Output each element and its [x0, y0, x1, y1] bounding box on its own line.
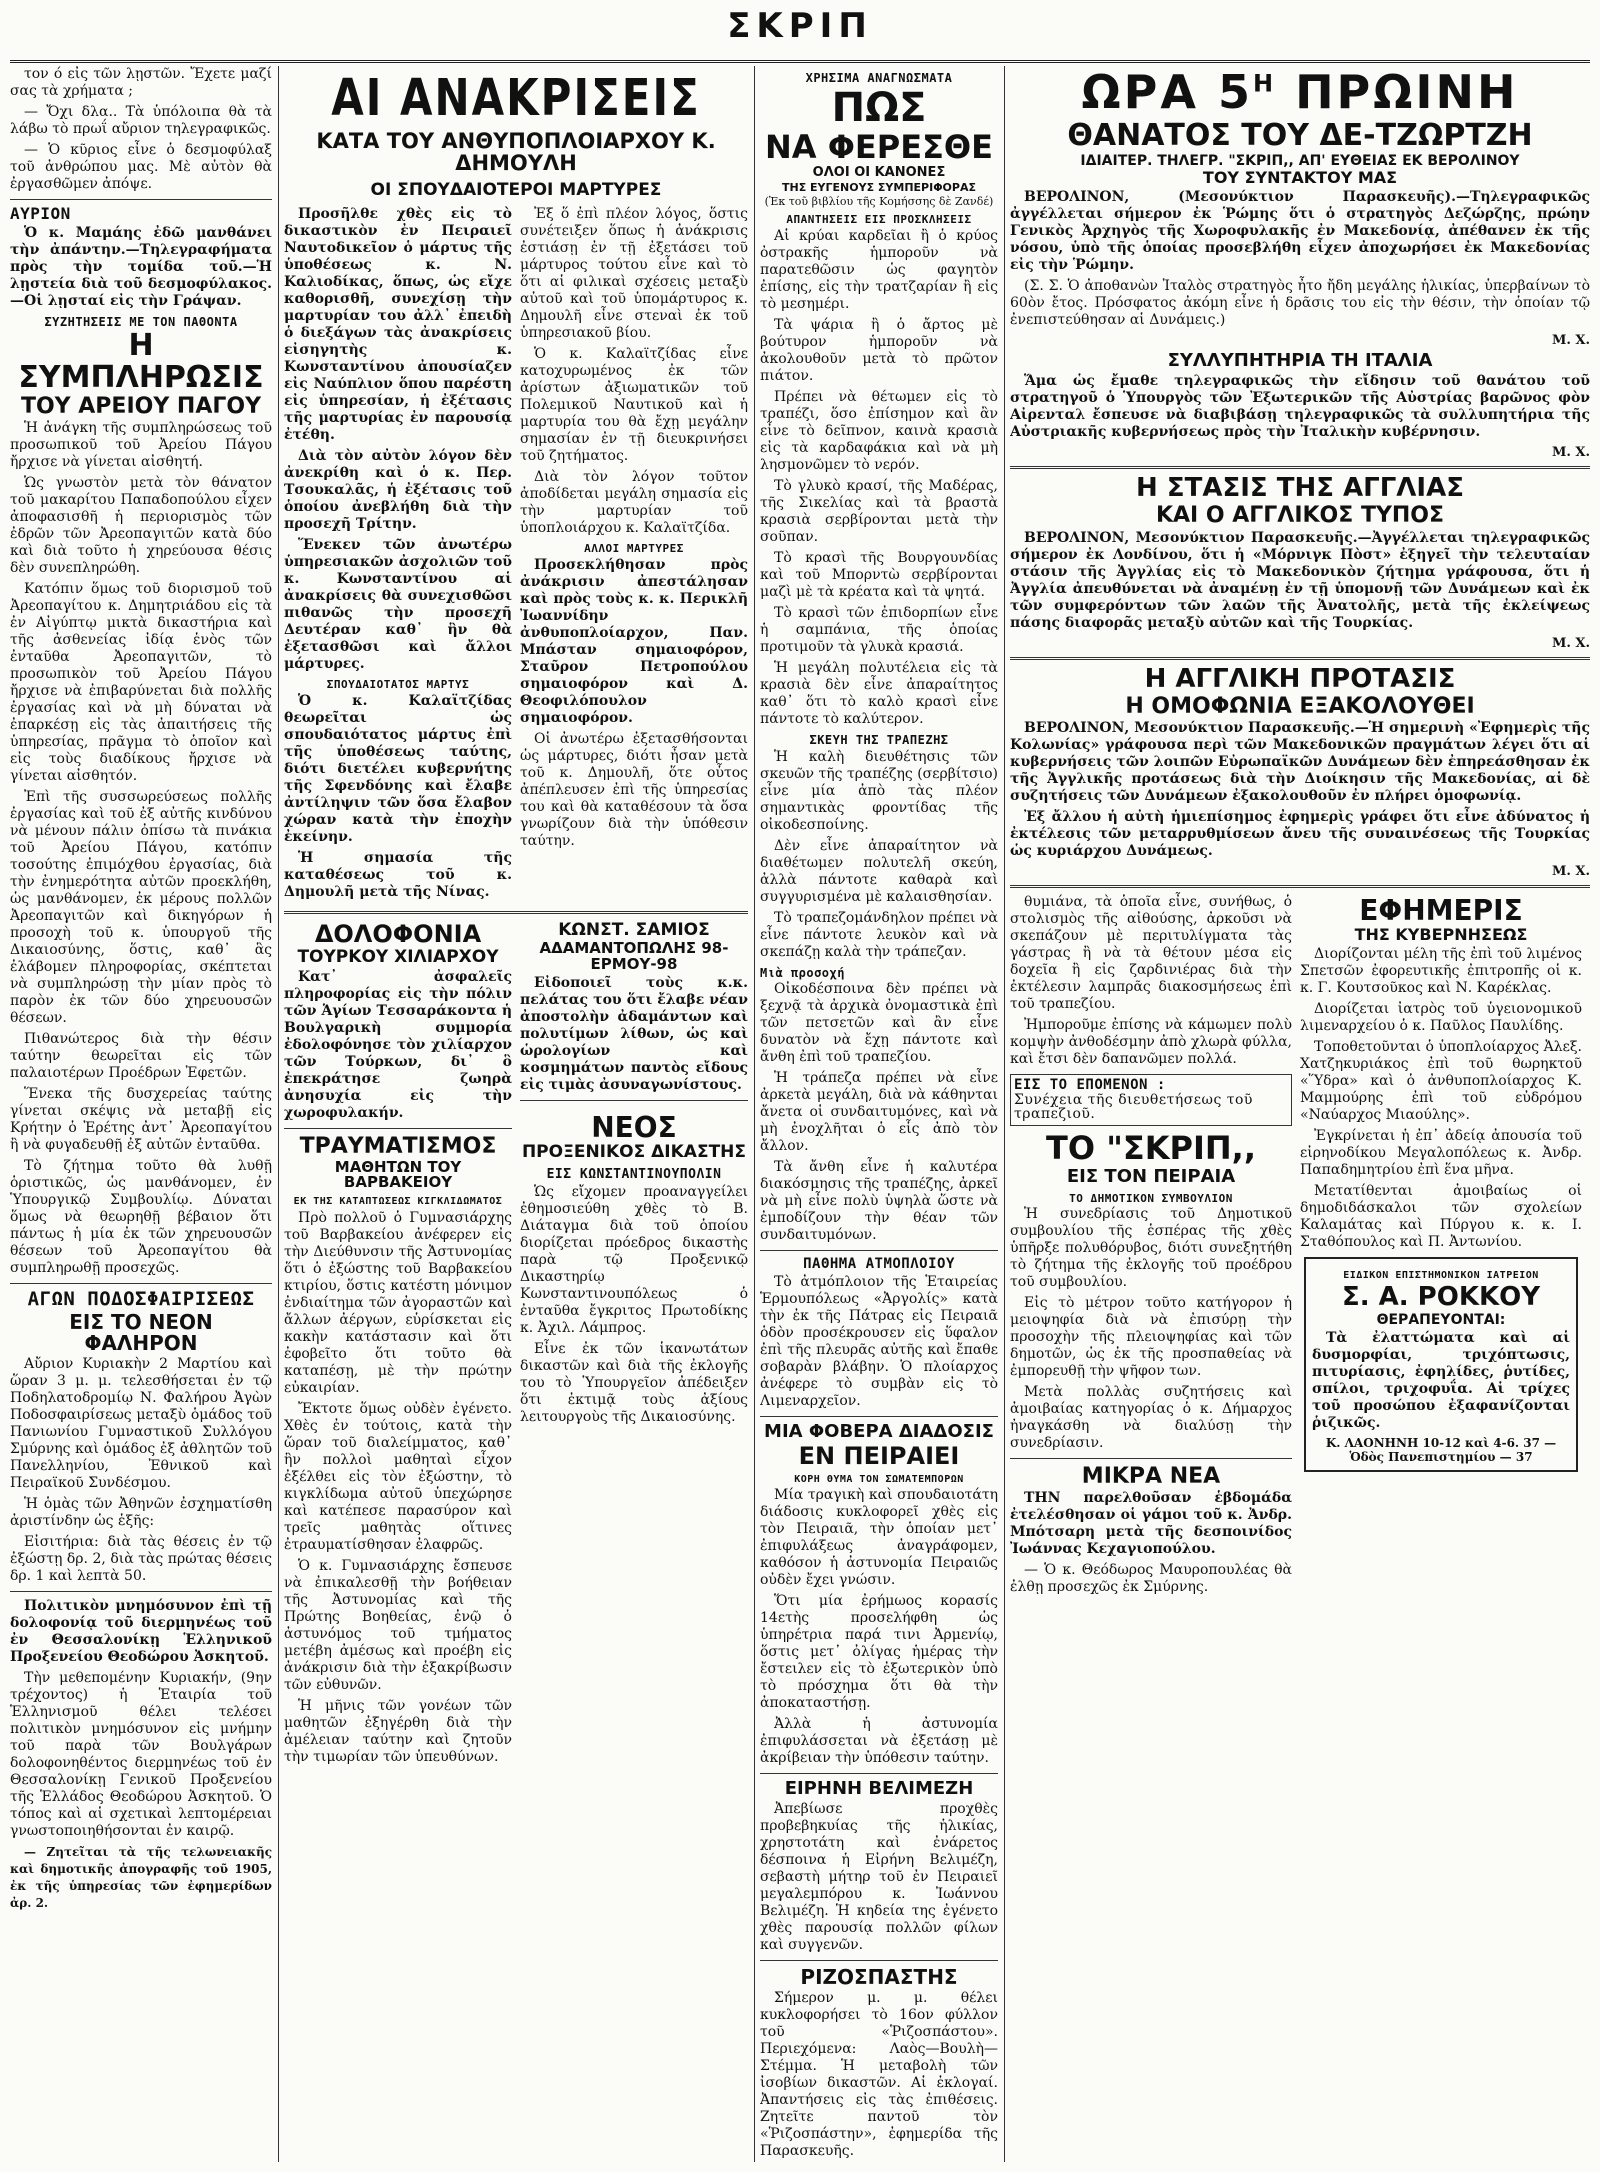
text-paragraph: Ἐξ ἄλλου ἡ αὐτὴ ἡμιεπίσημος ἐφημερὶς γράφει ὅτι εἶνε ἀδύνατος ἡ ἐκτέλεσις τῶν μεταρρυθμίσεων ἄνευ τῆς συναινέσεως τῆς Τουρκίας ὡς κυριάρχου Δυνάμεως. [1010, 808, 1590, 859]
article-source: (Ἐκ τοῦ βιβλίου τῆς Κομήσσης δὲ Ζανδέ) [764, 195, 994, 209]
text-paragraph: ΒΕΡΟΛΙΝΟΝ, (Μεσονύκτιον Παρασκευῆς).—Τηλεγραφικῶς ἀγγέλλεται σήμερον ἐκ Ῥώμης ὅτι ὁ στρατηγὸς Δεζώρζης, πρώην Γενικὸς Ἀρχηγὸς τῆς Χωροφυλακῆς ἐν Μακεδονίᾳ, ἀπέθανεν ἐκ τῆς νόσου, ὑπὸ τῆς ὁποίας προσεβλήθη εἶχεν ἀποχωρήσει ἐκ Μακεδονίας εἰς τὴν Ῥώμην. [1010, 189, 1590, 274]
section-heading: ΑΥΡΙΟΝ [10, 204, 71, 223]
article-headline: ΕΙΡΗΝΗ ΒΕΛΙΜΕΖΗ [784, 1778, 974, 1800]
headline-number: 5 [1217, 66, 1253, 119]
column-4 [1010, 66, 1590, 2162]
article-headline: ΣΥΛΛΥΠΗΤΗΡΙΑ ΤΗ ΙΤΑΛΙΑ [1167, 350, 1433, 372]
article-headline: ΕΦΗΜΕΡΙΣ [1359, 893, 1523, 927]
text-paragraph: Πρὸ πολλοῦ ὁ Γυμνασιάρχης τοῦ Βαρβακείου ἀνέφερεν εἰς τὴν Διεύθυνσιν τῆς Ἀστυνομίας ὅτι ὁ ἐξώστης τοῦ Βαρβακείου κτιρίου, ὅστις κατέστη μόνιμον ἐνδιαίτημα τῶν ἀγοραστῶν καὶ ἄλλων ἀέργων, εὑρίσκεται εἰς κακὴν κατάστασιν καὶ ὅτι ἐφοβεῖτο ὅτι τοῦτο θὰ καταπέσῃ, μὲ τὴν πρώτην εὐκαιρίαν. [284, 1209, 512, 1396]
article-headline: ΔΟΛΟΦΟΝΙΑ [314, 919, 482, 948]
text-paragraph: Προσῆλθε χθὲς εἰς τὸ δικαστικὸν ἐν Πειραιεῖ Ναυτοδικεῖον ὁ μάρτυς τῆς ὑποθέσεως κ. Ν. Καλιοδίκας, ὅπως, ὡς εἴχε καθορισθῆ, συνεχίσῃ τὴν μαρτυρίαν του ἀλλ᾽ ἐπειδὴ ὁ διεξάγων τὰς ἀνακρίσεις εἰσηγητὴς κ. Κωνσταντίνου ἀπουσίαζεν εἰς Ναύπλιον ὅπου παρέστη εἰς ὑπηρεσίαν, ἡ ἐξέτασις τῆς μαρτυρίας ἐν παρουσίᾳ ἐτέθη. [284, 206, 512, 444]
divider [284, 911, 748, 914]
article-kicker: ΚΟΡΗ ΘΥΜΑ ΤΟΝ ΣΩΜΑΤΕΜΠΟΡΩΝ [794, 1473, 964, 1485]
text-paragraph: τον ό εἰς τῶν λῃστῶν. Ἔχετε μαζί σας τὰ χρήματα ; [10, 66, 272, 99]
text-paragraph: Ὁ κ. Καλαϊτζίδας εἶνε κατοχυρωμένος ἐκ τῶν ἀρίστων ἀξιωματικῶν τοῦ Πολεμικοῦ Ναυτικοῦ καὶ ἡ μαρτυρία του θὰ ἔχῃ μεγάλην σημασίαν ἐν τῇ διευκρινήσει τοῦ ζητήματος. [520, 346, 748, 465]
article-subheadline: ΕΝ ΠΕΙΡΑΙΕΙ [798, 1441, 960, 1470]
text-paragraph: Ἡ καλὴ διευθέτησις τῶν σκευῶν τῆς τραπέζης (σερβίτσιο) εἶνε μία ἀπὸ τὰς πλέον σημαντικὰς φροντίδας τῆς οἰκοδεσποίνης. [760, 748, 998, 833]
text-paragraph: Ἡ συνεδρίασις τοῦ Δημοτικοῦ συμβουλίου τῆς ἑσπέρας τῆς χθὲς ὑπῆρξε πολυθόρυβος, διότι συνεξητήθη τὸ ζήτημα τῆς ἐκλογῆς τοῦ προέδρου τοῦ συμβουλίου. [1010, 1206, 1292, 1291]
text-paragraph: Ἀλλὰ ἡ ἀστυνομία ἐπιφυλάσσεται νὰ ἐξετάσῃ μὲ ἀκρίβειαν τὴν ὑπόθεσιν ταύτην. [760, 1716, 998, 1767]
article-subheadline: ΤΟΥ ΣΥΝΤΑΚΤΟΥ ΜΑΣ [1202, 168, 1398, 188]
divider [1010, 885, 1590, 888]
text-paragraph: Ἡ ἀνάγκη τῆς συμπληρώσεως τοῦ προσωπικοῦ τοῦ Ἀρείου Πάγου ἤρχισε νὰ γίνεται αἰσθητή. [10, 420, 272, 471]
headline-word: ΠΡΩΙΝΗ [1295, 66, 1519, 119]
text-paragraph: Ἐξ ὅ ἐπὶ πλέον λόγος, ὅστις συνέτειξεν ὅπως ἡ ἀνάκρισις ἐστιάσῃ ἐν τῇ ἐξετάσει τοῦ μάρτυρος τούτου εἶνε καὶ τὸ ὅτι αἱ φιλικαὶ σχέσεις μεταξὺ αὐτοῦ καὶ τοῦ ὑπομάρτυρος κ. Δημουλῆ εἶνε στεναὶ ἐκ τοῦ ὑπηρεσιακοῦ βίου. [520, 206, 748, 342]
next-issue-box [1010, 1074, 1292, 1126]
text-paragraph: Κατ᾽ ἀσφαλεῖς πληροφορίας εἰς τὴν πόλιν τῶν Ἁγίων Τεσσαράκοντα ἡ Βουλγαρικὴ συμμορία ἐδολοφόνησε τὸν χιλίαρχον τῶν Τούρκων, δι᾽ ὃ ἐπεκράτησε ζωηρὰ ἀνησυχία εἰς τὴν χωροφυλακήν. [284, 968, 512, 1121]
divider [760, 1960, 998, 1961]
article-headline: ΘΑΝΑΤΟΣ ΤΟΥ ΔΕ-ΤΖΩΡΤΖΗ [1067, 118, 1533, 154]
column-rule [754, 66, 755, 2162]
article-kicker: ΤΟ ΔΗΜΟΤΙΚΟΝ ΣΥΜΒΟΥΛΙΟΝ [1069, 1191, 1233, 1205]
ad-text: Τὰ ἐλαττώματα καὶ αἱ δυσμορφίαι, τριχόπτωσις, πιτυρίασις, ἐφηλίδες, ῥυτίδες, σπίλοι, τριχοφυΐα. Αἱ τρίχες τοῦ προσώπου ἐξαφανίζονται ῥιζικῶς. [1312, 1329, 1570, 1431]
two-column-body [284, 206, 748, 905]
text-paragraph: θυμιάνα, τὰ ὁποῖα εἶνε, συνήθως, ὁ στολισμὸς τῆς αἰθούσης, ἀρκοῦσι νὰ σκεπάζουν μὲ περιτυλίγματα τὰς γάστρας ἢ νὰ τὰ θέτουν μέσα εἰς δοχεῖα ἢ εἰς ζαρδινιέρας διὰ τὴν ἐκτέλεσιν λαμπρᾶς διακοσμήσεως ἐπὶ τοῦ τραπεζίου. [1010, 893, 1292, 1012]
article-subheadline: ΚΑΙ Ο ΑΓΓΛΙΚΟΣ ΤΥΠΟΣ [1155, 503, 1445, 529]
divider [10, 1283, 272, 1284]
text-paragraph: Ὡς γνωστὸν μετὰ τὸν θάνατον τοῦ μακαρίτου Παπαδοπούλου εἶχεν ἀποφασισθῆ ἡ περιορισμὸς τῶν ἐδρῶν τῶν Ἀρεοπαγιτῶν κατὰ δύο καὶ διὰ τοῦτο ἡ χηρεύουσα θέσις δὲν συνεπληρώθη. [10, 475, 272, 577]
divider [760, 1250, 998, 1251]
footnote: — Ζητεῖται τὰ τῆς τελωνειακῆς καὶ δημοτικῆς ἀπογραφῆς τοῦ 1905, ἐκ τῆς ὑπηρεσίας τῶν ἐφημερίδων ἀρ. 2. [10, 1845, 272, 1911]
article-kicker: ΟΙ ΣΠΟΥΔΑΙΟΤΕΡΟΙ ΜΑΡΤΥΡΕΣ [370, 180, 662, 201]
text-paragraph: Ἡ σημασία τῆς καταθέσεως τοῦ κ. Δημουλῆ μετὰ τῆς Νίνας. [284, 849, 512, 900]
text-paragraph: ΒΕΡΟΛΙΝΟΝ, Μεσονύκτιον Παρασκευῆς.—Ἡ σημερινὴ «Ἐφημερὶς τῆς Κολωνίας» γράφουσα περὶ τῶν Μακεδονικῶν πραγμάτων λέγει ὅτι αἱ κυβερνήσεις τῶν λοιπῶν Εὐρωπαϊκῶν Δυνάμεων δὲν ἐπηρεάσθησαν ἐκ τῆς Ἀγγλικῆς προτάσεως διὰ τὴν Διοίκησιν τῆς Μακεδονίας, αἱ δὲ συζητήσεις τῶν Δυνάμεων ἐξακολουθοῦν ἐν πλήρει ὁμοφωνίᾳ. [1010, 719, 1590, 804]
divider [284, 1128, 512, 1129]
article-subheadline: ΕΙΣ ΤΟΝ ΠΕΙΡΑΙΑ [1066, 1165, 1236, 1187]
article-headline: ΠΑΘΗΜΑ ΑΤΜΟΠΛΟΙΟΥ [803, 1256, 955, 1273]
article-subheadline: ΙΔΙΑΙΤΕΡ. ΤΗΛΕΓΡ. "ΣΚΡΙΠ,, ΑΠ' ΕΥΘΕΙΑΣ ΕΚ ΒΕΡΟΛΙΝΟΥ [1080, 152, 1520, 169]
text-paragraph: Τὸ ζήτημα τοῦτο θὰ λυθῇ ὁριστικῶς, ὡς μανθάνομεν, ἐν Ὑπουργικῷ Συμβουλίῳ. Δύναται ὅμως νὰ θεωρηθῇ βέβαιον ὅτι πάντως ἡ μία ἐκ τῶν χηρευουσῶν θέσεων τοῦ Ἀρεοπαγίτου θὰ συμπληρωθῇ προσεχῶς. [10, 1158, 272, 1277]
text-paragraph: Ἡ τράπεζα πρέπει νὰ εἶνε ἀρκετὰ μεγάλη, διὰ νὰ κάθηνται ἄνετα οἱ συνδαιτυμόνες, καὶ νὰ μὴ ἐνοχλῆται ὁ εἷς ἀπὸ τὸν ἄλλον. [760, 1070, 998, 1155]
text-paragraph: Εἶνε ἐκ τῶν ἱκανωτάτων δικαστῶν καὶ διὰ τῆς ἐκλογῆς του τὸ Ὑπουργεῖον ἀπέδειξεν ὅτι ἐκτιμᾷ τοὺς ἀξίους λειτουργοὺς τῆς Δικαιοσύνης. [520, 1340, 748, 1425]
column-1 [10, 66, 272, 2162]
text-paragraph: Εἰσιτήρια: διὰ τὰς θέσεις ἐν τῷ ἐξώστῃ δρ. 2, διὰ τὰς πρώτας θέσεις δρ. 1 καὶ λεπτὰ 50. [10, 1534, 272, 1585]
text-paragraph: Τὴν μεθεπομένην Κυριακήν, (9ην τρέχοντος) ἡ Ἑταιρία τοῦ Ἑλληνισμοῦ θέλει τελέσει πολιτικὸν μνημόσυνον εἰς μνήμην τοῦ παρὰ τῶν Βουλγάρων δολοφονηθέντος διερμηνέως τοῦ ἐν Θεσσαλονίκῃ Γενικοῦ Προξενείου τῆς Ἑλλάδος Θεοδώρου Ἀσκητοῦ. Ὁ τόπος καὶ αἱ σχετικαὶ λεπτομέρειαι γνωστοποιηθήσονται ἐν καιρῷ. [10, 1670, 272, 1840]
column-rule [278, 66, 279, 2162]
article-headline: Η ΑΓΓΛΙΚΗ ΠΡΟΤΑΣΙΣ [1144, 663, 1456, 694]
text-paragraph: Ὡς εἴχομεν προαναγγείλει ἐθημοσιεύθη χθὲς τὸ Β. Διάταγμα διὰ τοῦ ὁποίου διορίζεται πρόεδρος δικαστὴς παρὰ τῷ Προξενικῷ Δικαστηρίῳ Κωνσταντινουπόλεως ὁ ἐνταῦθα ἔγκριτος Πρωτοδίκης κ. Ἀχιλ. Λάμπρος. [520, 1183, 748, 1336]
text-paragraph: Προσεκλήθησαν πρὸς ἀνάκρισιν ἀπεστάλησαν καὶ πρὸς τοὺς κ. κ. Περικλῆ Ἰωαννίδην ἀνθυποπλοίαρχον, Παν. Μπάσταν σημαιοφόρον, Σταῦρον Πετροπούλου σημαιοφόρον καὶ Δ. Θεοφιλόπουλον σημαιοφόρον. [520, 556, 748, 726]
text-paragraph: Ἡ μεγάλη πολυτέλεια εἰς τὰ κρασιὰ δὲν εἶνε ἀπαραίτητος καθ᾽ ὅτι τὸ καλὸ κρασὶ εἶνε πάντοτε τὸ καλύτερον. [760, 659, 998, 727]
column-rule [1004, 66, 1005, 2162]
divider [1010, 466, 1590, 469]
text-paragraph: — Ὁ κ. Θεόδωρος Μαυροπουλέας θὰ ἐλθῃ προσεχῶς ἐκ Σμύρνης. [1010, 1562, 1292, 1596]
text-paragraph: Πρέπει νὰ θέτωμεν εἰς τὸ τραπέζι, ὅσο ἐπίσημον καὶ ἂν εἶνε τὸ δεῖπνον, καινὰ κρασιὰ εἰς τὰ καρδαφάκια καὶ νὰ μὴ λησμονῶμεν τὸ νερόν. [760, 388, 998, 473]
text-paragraph: Τὰ ψάρια ἢ ὁ ἄρτος μὲ βούτυρον ἡμποροῦν νὰ ἀκολουθοῦν μετὰ τὸ πρῶτον πιάτον. [760, 316, 998, 384]
text-paragraph: Ἅμα ὡς ἔμαθε τηλεγραφικῶς τὴν εἴδησιν τοῦ θανάτου τοῦ στρατηγοῦ ὁ Ὑπουργὸς τῶν Ἐξωτερικῶν τῆς Αὐστρίας βαρῶνος φὸν Αἰρενταλ ἔσπευσε νὰ διαβιβάσῃ τηλεγραφικῶς τὰ συλλυπητήρια τῆς Αὐστριακῆς κυβερνήσεως πρὸς τὴν Ἰταλικὴν κυβέρνησιν. [1010, 373, 1590, 441]
article-kicker: ΟΛΟΙ ΟΙ ΚΑΝΟΝΕΣ [812, 165, 946, 181]
section-heading: ΑΠΑΝΤΗΣΕΙΣ ΕΙΣ ΠΡΟΣΚΛΗΣΕΙΣ [786, 213, 972, 227]
signature: Μ. Χ. [1551, 635, 1590, 651]
signature: Μ. Χ. [1551, 333, 1590, 349]
text-paragraph: — Ὄχι δλα.. Τὰ ὑπόλοιπα θὰ τὰ λάβω τὸ πρωΐ αὔριον τηλεγραφικῶς. [10, 104, 272, 137]
article-subheadline: ΤΟΥΡΚΟΥ ΧΙΛΙΑΡΧΟΥ [297, 946, 499, 967]
article-subheadline: Η ΟΜΟΦΩΝΙΑ ΕΞΑΚΟΛΟΥΘΕΙ [1125, 693, 1475, 719]
article-headline: ΠΩΣ [831, 84, 927, 131]
article-headline [1010, 66, 1590, 119]
text-paragraph: Τὸ τραπεζομάνδηλον πρέπει νὰ εἶνε πάντοτε λευκὸν καὶ νὰ σκεπάζῃ καλὰ τὴν τράπεζαν. [760, 909, 998, 960]
text-paragraph: Κατόπιν ὅμως τοῦ διορισμοῦ τοῦ Ἀρεοπαγίτου κ. Δημητριάδου εἰς τὰ ἐν Αἰγύπτῳ μικτὰ δικαστήρια καὶ τῆς ἀσθενείας ἰδίᾳ ἑνὸς τῶν ἐνταῦθα Ἀρεοπαγιτῶν, τὸ προσωπικὸν τοῦ Ἀρείου Πάγου ἤρχισε νὰ ἐπιβαρύνεται διὰ πολλῆς ἐργασίας καὶ νὰ μὴ δύναται νὰ ἐπαρκέσῃ εἰς τὰς ἀπαιτήσεις τῆς ὑπηρεσίας, πρᾶγμα τὸ ὁποῖον καὶ εἰς τοὺς διαδίκους ἤρχισε νὰ γίνεται αἰσθητόν. [10, 581, 272, 785]
text-paragraph: Οἱ ἀνωτέρω ἐξετασθήσονται ὡς μάρτυρες, διότι ἦσαν μετὰ τοῦ κ. Δημουλῆ, ὅτε οὗτος ἀπέπλευσεν ἐπὶ τῆς ὑπηρεσίας του καὶ θὰ καταθέσουν τὰ ὅσα γνωρίζουν διὰ τὴν ὑπόθεσιν ταύτην. [520, 730, 748, 849]
text-paragraph: Πιθανώτερος διὰ τὴν θέσιν ταύτην θεωρεῖται εἰς τῶν παλαιοτέρων Προέδρων Ἐφετῶν. [10, 1031, 272, 1082]
text-paragraph: Τοποθετοῦνται ὁ ὑποπλοίαρχος Ἀλεξ. Χατζηκυριάκος ἐπὶ τοῦ θωρηκτοῦ «Ὕδρα» καὶ ὁ ἀνθυποπλοίαρχος Κ. Μαμμούρης ἐπὶ τοῦ εὐδρόμου «Ναύαρχος Μιαούλης». [1300, 1039, 1582, 1124]
article-headline: ΜΙΑ ΦΟΒΕΡΑ ΔΙΑΔΟΣΙΣ [764, 1420, 994, 1442]
text-paragraph: Ἐγκρίνεται ἡ ἐπ᾽ ἀδείᾳ ἀπουσία τοῦ εἰρηνοδίκου Μεγαλοπόλεως κ. Ἀνδρ. Παπαδημητρίου ἐπὶ ἕνα μῆνα. [1300, 1128, 1582, 1179]
article-subheadline: ΜΑΘΗΤΩΝ ΤΟΥ ΒΑΡΒΑΚΕΙΟΥ [334, 1157, 462, 1192]
column-3 [760, 66, 998, 2162]
article-headline: ΤΟ "ΣΚΡΙΠ,, [1046, 1129, 1256, 1168]
text-paragraph: Τὸ κρασὶ τῶν ἐπιδορπίων εἶνε ἡ σαμπάνια, τῆς ὁποίας προτιμοῦν τὰ γλυκὰ κρασιά. [760, 604, 998, 655]
text-paragraph: Εἰς τὸ μέτρον τοῦτο κατήγορον ἡ μειοψηφία διὰ νὰ ἐπισύρῃ τὴν προσοχὴν τῆς πλειοψηφίας καὶ τῶν δημοτῶν, ὡς ἐκ τῆς προσπαθείας νὰ ἐμπορευθῇ τὴν ψῆφον των. [1010, 1295, 1292, 1380]
article-subheadline: ΕΙΣ ΤΟ ΝΕΟΝ ΦΑΛΗΡΟΝ [69, 1310, 213, 1356]
text-paragraph: Ὁ κ. Γυμνασιάρχης ἔσπευσε νὰ ἐπικαλεσθῇ τὴν βοήθειαν τῆς Ἀστυνομίας καὶ τῆς Πρώτης Βοηθείας, ἐνῷ ὁ ἀστυνόμος τοῦ τμήματος μετέβη ἀμέσως καὶ προέβη εἰς ἀνάκρισιν διὰ τὴν ἐξακρίβωσιν τῶν εὐθυνῶν. [284, 1557, 512, 1693]
text-paragraph: Τὸ γλυκὸ κρασί, τῆς Μαδέρας, τῆς Σικελίας καὶ τὰ βραστὰ κρασιὰ σερβίρονται μετὰ τὴν σοῦπαν. [760, 477, 998, 545]
two-column-body [1010, 894, 1590, 1600]
text-paragraph: Ἔκτοτε ὅμως οὐδὲν ἐγένετο. Χθὲς ἐν τούτοις, κατὰ τὴν ὥραν τοῦ διαλείμματος, καθ᾽ ἣν πολλοὶ μαθηταὶ εἶχον ἐξέλθει εἰς τὸν ἐξώστην, τὸ κιγκλίδωμα αὐτοῦ ὑπεχώρησε καὶ κατέπεσε παρασύρον καὶ τρεῖς μαθητὰς οἵτινες ἐτραυματίσθησαν ἐλαφρῶς. [284, 1400, 512, 1553]
signature: Μ. Χ. [1551, 445, 1590, 461]
divider [760, 1416, 998, 1417]
text-paragraph: ΒΕΡΟΛΙΝΟΝ, Μεσονύκτιον Παρασκευῆς.—Ἀγγέλλεται τηλεγραφικῶς σήμερον ἐκ Λονδίνου, ὅτι ἡ «Μόρνιγκ Πὸστ» ἐξηγεῖ τὴν τελευταίαν στάσιν τῆς Ἀγγλίας εἰς τὸ Μακεδονικὸν ζήτημα γράφουσα, ὅτι ἡ Ἀγγλία ἀπευθύνεται νὰ ἀναμένῃ ἐν τῇ ὑπομονῇ τῶν Δυνάμεων καὶ ἐκ τῶν συμφερόντων τῶν λαῶν τῆς Ἀνατολῆς, μετὰ τῆς ἐκλείψεως πάσης διαφορᾶς μεταξὺ αὐτῶν καὶ τῆς Τουρκίας. [1010, 529, 1590, 631]
text-paragraph: Σήμερον μ. μ. θέλει κυκλοφορήσει τὸ 16ον φύλλον τοῦ «Ῥιζοσπάστου». Περιεχόμενα: Λαὸς—Βουλὴ—Στέμμα. Ἡ μεταβολὴ τῶν ἰσοβίων δικαστῶν. Αἱ ἐκλογαί. Ἀπαντήσεις εἰς τὰς ἐπιθέσεις. Ζητεῖτε παντοῦ τὸν «Ῥιζοσπάστην», ἐφημερίδα τῆς Παρασκευῆς. [760, 1990, 998, 2160]
headline-word: ΩΡΑ [1081, 66, 1199, 119]
article-headline: Η ΣΥΜΠΛΗΡΩΣΙΣ [18, 328, 264, 395]
text-paragraph: Αἱ κρύαι καρδεῖαι ἢ ὁ κρύος ὀστρακῆς ἡμποροῦν νὰ παρατεθῶσιν ὡς φαγητὸν ἐπίσης, εἰς τὴν τρατζαρίαν ἢ εἰς τὸ μεσημέρι. [760, 227, 998, 312]
text-paragraph: ΤΗΝ παρελθοῦσαν ἑβδομάδα ἐτελέσθησαν οἱ γάμοι τοῦ κ. Ἀνδρ. Μπότσαρη μετὰ τῆς δεσποινίδος Ἰωάννας Κεχαγιοπούλου. [1010, 1490, 1292, 1558]
section-heading: Μιὰ προσοχή [760, 965, 845, 980]
article-kicker: ΕΚ ΤΗΣ ΚΑΤΑΠΤΩΣΕΩΣ ΚΙΓΚΛΙΔΩΜΑΤΟΣ [293, 1196, 503, 1208]
text-paragraph: Διὰ τὸν λόγον τοῦτον ἀποδίδεται μεγάλη σημασία εἰς τὴν μαρτυρίαν τοῦ ὑποπλοιάρχου κ. Καλαϊτζίδα. [520, 469, 748, 537]
two-column-body [284, 920, 748, 1770]
article-headline: Η ΣΤΑΣΙΣ ΤΗΣ ΑΓΓΛΙΑΣ [1136, 473, 1464, 504]
sub-column [1010, 894, 1292, 1600]
text-paragraph: Ἕνεκα τῆς δυσχερείας ταύτης γίνεται σκέψις νὰ μεταβῇ εἰς Κρήτην ὁ Ἐρέτης ἀντ᾽ Ἀρεοπαγίτου ἢ νὰ φυγαδευθῇ ἐξ αὐτῶν ἐνταῦθα. [10, 1086, 272, 1154]
text-paragraph: Αὔριον Κυριακὴν 2 Μαρτίου καὶ ὥραν 3 μ. μ. τελεσθήσεται ἐν τῷ Ποδηλατοδρομίῳ Ν. Φαλήρου Ἀγὼν Ποδοσφαιρίσεως μεταξὺ ὁμάδος τοῦ Πανιωνίου Γυμναστικοῦ Συλλόγου Σμύρνης καὶ ὁμάδος ἐξ ἀθλητῶν τοῦ Πανελληνίου, Ἐθνικοῦ καὶ Πειραϊκοῦ Συνδέσμου. [10, 1356, 272, 1492]
article-headline: ΜΙΚΡΑ ΝΕΑ [1081, 1464, 1221, 1490]
text-paragraph: Ἡ μῆνις τῶν γονέων τῶν μαθητῶν ἐξηγέρθη διὰ τὴν ἀμέλειαν ταύτην καὶ ζητοῦν τὴν τιμωρίαν τῶν ὑπευθύνων. [284, 1697, 512, 1765]
text-paragraph: Μετὰ πολλὰς συζητήσεις καὶ ἀμοιβαίας κατηγορίας ὁ κ. Δήμαρχος ἠναγκάσθη νὰ διαλύσῃ τὴν συνεδρίασιν. [1010, 1384, 1292, 1452]
article-headline: ΤΡΑΥΜΑΤΙΣΜΟΣ [299, 1133, 497, 1159]
article-subheadline: ΠΡΟΞΕΝΙΚΟΣ ΔΙΚΑΣΤΗΣ [521, 1142, 747, 1163]
next-issue-text: Συνέχεια τῆς διευθετήσεως τοῦ τραπεζιοῦ. [1014, 1091, 1253, 1123]
advertisement-box [1304, 1257, 1578, 1471]
text-paragraph: Πολιτικὸν μνημόσυνον ἐπὶ τῇ δολοφονίᾳ τοῦ διερμηνέως τοῦ ἐν Θεσσαλονίκῃ Ἑλληνικοῦ Προξενείου Θεοδώρου Ἀσκητοῦ. [10, 1598, 272, 1666]
next-issue-label: ΕΙΣ ΤΟ ΕΠΟΜΕΝΟΝ : [1014, 1076, 1166, 1093]
article-headline: ΡΙΖΟΣΠΑΣΤΗΣ [800, 1965, 958, 1990]
section-kicker: ΧΡΗΣΙΜΑ ΑΝΑΓΝΩΣΜΑΤΑ [805, 71, 953, 85]
text-paragraph: Ὅτι μία ἐρήμωος κορασίς 14ετὴς προσελήφθη ὡς ὑπηρέτρια παρά τινι Ἀρμενίῳ, ὅστις μετ᾽ ὀλίγας ἡμέρας τὴν ἔστειλεν εἰς τὸ ἐξωτερικὸν ὑπὸ τὸ πρόσχημα ὅτι θὰ τὴν ἀποκαταστήσῃ. [760, 1593, 998, 1712]
divider [10, 1591, 272, 1592]
text-paragraph: Διορίζεται ἰατρὸς τοῦ ὑγειονομικοῦ λιμεναρχείου ὁ κ. Παῦλος Παυλίδης. [1300, 1001, 1582, 1035]
text-paragraph: Δὲν εἶνε ἀπαραίτητον νὰ διαθέτωμεν πολυτελῆ σκεύη, ἀλλὰ πάντοτε καθαρὰ καὶ συγγυρισμένα μὲ καλαισθησίαν. [760, 837, 998, 905]
advertiser-address: ΑΔΑΜΑΝΤΟΠΩΛΗΣ 98-ΕΡΜΟΥ-98 [539, 939, 729, 974]
headline-superscript: Η [1252, 69, 1277, 98]
sub-column [520, 920, 748, 1770]
advertiser-name: ΚΩΝΣΤ. ΣΑΜΙΟΣ [558, 919, 710, 940]
text-paragraph: Οἰκοδέσποινα δὲν πρέπει νὰ ξεχνᾷ τὰ ἀρχικὰ ὀνομαστικὰ ἐπὶ τῶν πετσετῶν καὶ ἂν εἶνε δυνατὸν νὰ ἔχῃ πάντοτε καὶ ἄνθη ἐπὶ τοῦ τραπεζίου. [760, 981, 998, 1066]
text-paragraph: Ἕνεκεν τῶν ἀνωτέρω ὑπηρεσιακῶν ἀσχολιῶν τοῦ κ. Κωνσταντίνου αἱ ἀνακρίσεις θὰ συνεχισθῶσι πιθανῶς τὴν προσεχῆ Δευτέραν καθ᾽ ἣν θὰ ἐξετασθῶσι καὶ ἄλλοι μάρτυρες. [284, 537, 512, 673]
article-headline: ΝΕΟΣ [591, 1110, 677, 1144]
text-paragraph: Ἐπὶ τῆς συσσωρεύσεως πολλῆς ἐργασίας καὶ τοῦ ἐξ αὐτῆς κινδύνου νὰ μένουν πάλιν ὀπίσω τὰ πινάκια τοῦ Ἀρείου Πάγου, κατόπιν τοσούτης ἐπιμόχθου ἐργασίας, διὰ τὴν ἐνημερότητα αὐτῶν προεκλήθη, ὡς μανθάνομεν, ἐκ μέρους πολλῶν Ἀρεοπαγιτῶν καὶ δικηγόρων ἡ προσοχὴ τοῦ κ. ὑπουργοῦ τῆς Δικαιοσύνης, ὅστις, καθ᾽ ἃς ἐλάβομεν πληροφορίας, σκέπτεται νὰ συμπληρώσῃ τὴν μίαν πρὸς τὸ παρὸν ἐκ τῶν δύο χηρευουσῶν θέσεων. [10, 789, 272, 1027]
text-paragraph: Ἠμποροῦμε ἐπίσης νὰ κάμωμεν πολὺ κομψὴν ἀνθοδέσμην ἀπὸ χλωρὰ φύλλα, καὶ ἔτσι δὲν δαπανῶμεν πολλά. [1010, 1016, 1292, 1067]
text-paragraph: Εἰδοποιεῖ τοὺς κ.κ. πελάτας του ὅτι ἔλαβε νέαν ἀποστολὴν ἀδαμάντων καὶ πολυτίμων λίθων, ὡς καὶ ὡρολογίων καὶ κοσμημάτων παντὸς εἴδους εἰς τιμὰς ἀσυναγωνίστους. [520, 974, 748, 1093]
divider [1010, 657, 1590, 660]
sub-column [1300, 894, 1582, 1600]
ad-title: Σ. Α. ΡΟΚΚΟΥ [1341, 1281, 1541, 1312]
article-headline: ΑΓΩΝ ΠΟΔΟΣΦΑΙΡΙΣΕΩΣ [27, 1288, 255, 1311]
ad-kicker: ΕΙΔΙΚΟΝ ΕΠΙΣΤΗΜΟΝΙΚΟΝ ΙΑΤΡΕΙΟΝ [1343, 1270, 1539, 1282]
ad-subtitle: ΘΕΡΑΠΕΥΟΝΤΑΙ: [1376, 1311, 1506, 1328]
text-paragraph: Ἡ ὁμὰς τῶν Ἀθηνῶν ἐσχηματίσθη ἀριστίνδην ὡς ἑξῆς: [10, 1496, 272, 1530]
text-paragraph: Ἀπεβίωσε προχθὲς προβεβηκυίας τῆς ἡλικίας, χρηστοτάτη καὶ ἐνάρετος δέσποινα ἡ Εἰρήνη Βελιμέζη, σεβαστὴ μήτηρ τοῦ ἐν Πειραιεῖ μεγαλεμπόρου κ. Ἰωάννου Βελιμέζη. Ἡ κηδεία της ἐγένετο χθὲς παρουσίᾳ πολλῶν φίλων καὶ συγγενῶν. [760, 1801, 998, 1954]
text-paragraph: Ὁ κ. Μαμάης ἐδῶ μανθάνει τὴν ἀπάντην.—Τηλεγραφήματα πρὸς τὴν τομίδα τοῦ.—Ἡ λῃστεία διὰ τοῦ δεσμοφύλακος.—Οἱ λῃσταί εἰς τὴν Γράψαν. [10, 224, 272, 309]
ad-footer: Κ. ΛΑΟΝΗΝΗ 10-12 καὶ 4-6. 37 — Ὁδὸς Πανεπιστημίου — 37 [1325, 1435, 1557, 1464]
signature: Μ. Χ. [1551, 863, 1590, 879]
column-2 [284, 66, 748, 2162]
text-paragraph: Διορίζονται μέλη τῆς ἐπὶ τοῦ λιμένος Σπετσῶν ἐφορευτικῆς ἐπιτροπῆς οἱ κ. κ. Γ. Κουτσοῦκος καὶ Ν. Καρέκλας. [1300, 946, 1582, 997]
newspaper-name: ΣΚΡΙΠ [727, 6, 873, 46]
text-paragraph: Μετατίθενται ἀμοιβαίως οἱ δημοδιδάσκαλοι τῶν σχολείων Καλαμάτας καὶ Πύργου κ. κ. Ι. Σταθόπουλος καὶ Π. Ἀντωνίου. [1300, 1183, 1582, 1251]
section-heading: ΣΚΕΥΗ ΤΗΣ ΤΡΑΠΕΖΗΣ [809, 732, 949, 747]
article-subheadline: ΤΟΥ ΑΡΕΙΟΥ ΠΑΓΟΥ [20, 394, 262, 420]
text-paragraph: Τὰ ἄνθη εἶνε ἡ καλυτέρα διακόσμησις τῆς τραπέζης, ἀρκεῖ νὰ μὴ εἶνε πολὺ ὑψηλὰ ὥστε νὰ ἐμποδίζουν τὴν θέαν τῶν συνδαιτυμόνων. [760, 1159, 998, 1244]
text-paragraph: Ὁ κ. Καλαϊτζίδας θεωρεῖται ὡς σπουδαιότατος μάρτυς ἐπὶ τῆς ὑποθέσεως ταύτης, διότι διετέλει κυβερνήτης τῆς Σφενδόνης καὶ ἔλαβε ἀντίληψιν τῶν ὅσα ἔλαβον χώραν κατὰ τὴν ἐποχὴν ἐκείνην. [284, 692, 512, 845]
article-kicker: ΣΥΖΗΤΗΣΕΙΣ ΜΕ ΤΟΝ ΠΑΘΟΝΤΑ [44, 314, 238, 329]
text-paragraph: Μία τραγικὴ καὶ σπουδαιοτάτη διάδοσις κυκλοφορεῖ χθὲς εἰς τὸν Πειραιᾶ, τὴν ὁποίαν μετ᾽ ἐπιφυλάξεως ἀναγράφομεν, καθόσον ἡ ἀστυνομία Πειραιῶς οὐδὲν ἔχει γνώσιν. [760, 1487, 998, 1589]
article-subheadline: ΚΑΤΑ ΤΟΥ ΑΝΘΥΠΟΠΛΟΙΑΡΧΟΥ Κ. ΔΗΜΟΥΛΗ [316, 129, 716, 176]
divider [10, 199, 272, 200]
article-headline: ΝΑ ΦΕΡΕΣΘΕ [765, 127, 993, 166]
divider [760, 1773, 998, 1774]
sub-column [284, 206, 512, 905]
article-kicker: ΕΙΣ ΚΩΝΣΤΑΝΤΙΝΟΥΠΟΛΙΝ [546, 1167, 722, 1183]
divider [520, 1100, 748, 1101]
text-paragraph: Τὸ ἀτμόπλοιον τῆς Ἑταιρείας Ἑρμουπόλεως «Ἀργολίς» κατὰ τὴν ἐκ τῆς Πάτρας εἰς Πειραιᾶ ὁδὸν προσέκρουσεν εἰς ὕφαλον ἐπὶ τῆς πλευρᾶς αὐτῆς καὶ ἔπαθε σοβαρὰν βλάβην. Ὁ πλοίαρχος ἀνέφερε τὸ συμβὰν εἰς τὸ Λιμεναρχεῖον. [760, 1273, 998, 1409]
text-paragraph: (Σ. Σ. Ὁ ἀποθανὼν Ἰταλὸς στρατηγὸς ἦτο ἤδη μεγάλης ἡλικίας, ὑπερβαίνων τὸ 60ὸν ἔτος. Πρόσφατος ἀκόμη εἶνε ἡ δρᾶσις του εἰς τὴν θέσιν, τὴν ὁποίαν τῷ ἐνεπιστεύθησαν αἱ Δυνάμεις.) [1010, 278, 1590, 329]
divider [1010, 1458, 1292, 1459]
article-subheadline: ΤΗΣ ΚΥΒΕΡΝΗΣΕΩΣ [1354, 925, 1528, 945]
article-kicker: ΤΗΣ ΕΥΓΕΝΟΥΣ ΣΥΜΠΕΡΙΦΟΡΑΣ [781, 180, 976, 194]
article-headline: ΑΙ ΑΝΑΚΡΙΣΕΙΣ [331, 67, 701, 127]
text-paragraph: — Ὁ κῦριος εἶνε ὁ δεσμοφύλαξ τοῦ ἀνθρώπου μας. Μὲ αὐτὸν θὰ ἐργασθῶμεν ἀπόψε. [10, 142, 272, 192]
section-heading: ΣΠΟΥΔΑΙΟΤΑΤΟΣ ΜΑΡΤΥΣ [326, 678, 470, 692]
sub-column [284, 920, 512, 1770]
sub-column [520, 206, 748, 905]
section-heading: ΑΛΛΟΙ ΜΑΡΤΥΡΕΣ [584, 542, 684, 556]
text-paragraph: Διὰ τὸν αὐτὸν λόγον δὲν ἀνεκρίθη καὶ ὁ κ. Περ. Τσουκαλᾶς, ἡ ἐξέτασις τοῦ ὁποίου ἀνεβλήθη διὰ τὴν προσεχῆ Τρίτην. [284, 448, 512, 533]
masthead [10, 0, 1590, 63]
text-paragraph: Τὸ κρασὶ τῆς Βουργουνδίας καὶ τοῦ Μπορντὼ σερβίρονται μαζὶ μὲ τὰ κρέατα καὶ τὰ ψητά. [760, 549, 998, 600]
